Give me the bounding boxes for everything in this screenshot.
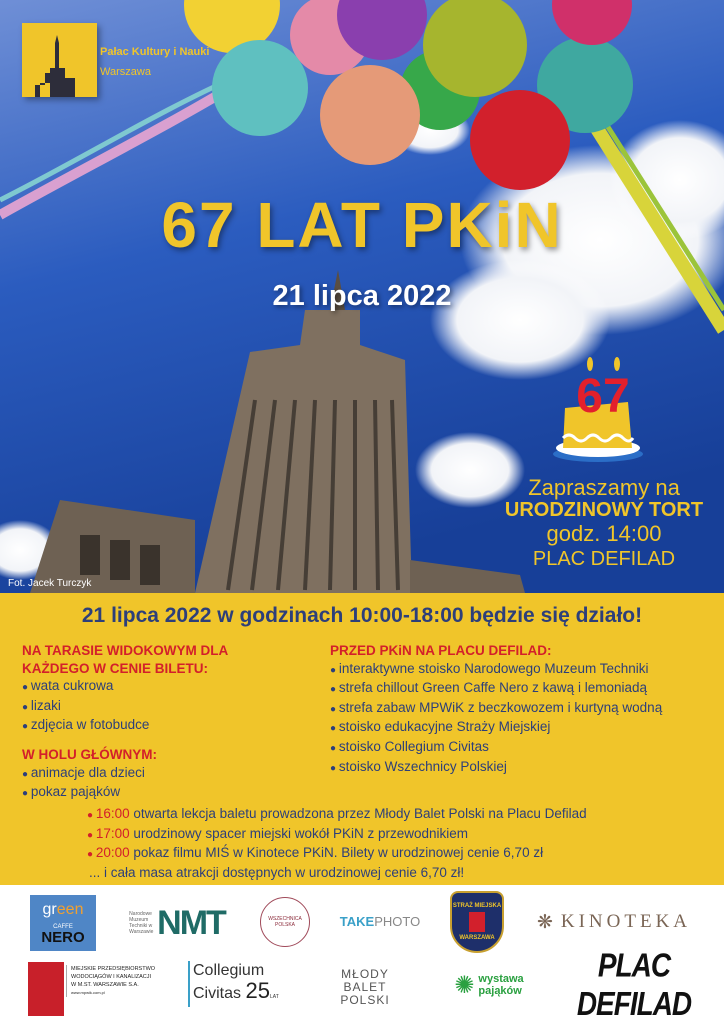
- cake-number: 67: [576, 370, 630, 423]
- schedule-item: ● 20:00 pokaz filmu MIŚ w Kinotece PKiN. Bilety w urodzinowej cenie 6,70 zł: [87, 844, 717, 864]
- schedule-item: ● 16:00 otwarta lekcja baletu prowadzona przez Młody Balet Polski na Placu Defilad: [87, 805, 717, 825]
- kinoteka-logo: ❋ KINOTEKA: [536, 911, 692, 933]
- sponsor-logos: [0, 885, 724, 1024]
- photo-credit: Fot. Jacek Turczyk: [8, 578, 92, 589]
- list-item: ● lizaki: [22, 697, 322, 717]
- nmt-logo: Narodowe Muzeum Techniki w Warszawie NMT: [129, 903, 225, 942]
- list-item: ● strefa chillout Green Caffe Nero z kawą i lemoniadą: [330, 679, 724, 699]
- main-title: 67 LAT PKiN: [161, 189, 563, 261]
- palace-silhouette-icon: [22, 23, 97, 97]
- logo-name: Pałac Kultury i Nauki: [100, 46, 210, 58]
- cake-time: godz. 14:00: [546, 521, 662, 546]
- list-item: ● stoisko edukacyjne Straży Miejskiej: [330, 718, 724, 738]
- mpwik-logo: MIEJSKIE PRZEDSIĘBIORSTWO WODOCIĄGÓW I KANALIZACJI W M.ST. WARSZAWIE S.A. www.mpwik.com.pl: [66, 965, 155, 997]
- hall-heading: W HOLU GŁÓWNYM:: [22, 746, 157, 762]
- wystawa-pajakow-logo: ✺ wystawa pająków: [454, 971, 524, 999]
- list-item: ● strefa zabaw MPWiK z beczkowozem i kurtyną wodną: [330, 699, 724, 719]
- green-caffe-nero-logo: green CAFFE NERO: [30, 895, 96, 951]
- event-date: 21 lipca 2022: [272, 280, 452, 312]
- mlody-balet-polski-logo: MŁODY BALET POLSKI: [340, 966, 390, 1007]
- terrace-heading: NA TARASIE WIDOKOWYM DLA: [22, 643, 229, 658]
- schedule: [87, 805, 717, 881]
- list-item: ● animacje dla dzieci: [22, 764, 322, 784]
- pkin-logo: [22, 23, 97, 97]
- collegium-civitas-logo: Collegium Civitas 25LAT: [188, 961, 279, 1007]
- cake-title: URODZINOWY TORT: [504, 499, 704, 521]
- list-item: ● zdjęcia w fotobudce: [22, 716, 322, 736]
- right-column: [330, 642, 724, 777]
- terrace-heading-2: KAŻDEGO W CENIE BILETU:: [22, 660, 208, 676]
- list-item: ● stoisko Collegium Civitas: [330, 738, 724, 758]
- mpwik-crest-icon: [28, 962, 64, 1016]
- list-item: ● interaktywne stoisko Narodowego Muzeum Techniki: [330, 660, 724, 680]
- plac-defilad-logo: PLAC DEFILAD: [576, 946, 692, 1023]
- cake-place: PLAC DEFILAD: [532, 548, 676, 570]
- schedule-item: ● 17:00 urodzinowy spacer miejski wokół PKiN z przewodnikiem: [87, 825, 717, 845]
- cake-invite: Zapraszamy na: [528, 475, 680, 500]
- plac-heading: PRZED PKiN NA PLACU DEFILAD:: [330, 643, 552, 658]
- takephoto-logo: TAKE PHOTO: [339, 913, 421, 929]
- left-column: [22, 642, 322, 803]
- schedule-footer: ... i cała masa atrakcji dostępnych w urodzinowej cenie 6,70 zł!: [89, 864, 465, 880]
- list-item: ● pokaz pająków: [22, 783, 322, 803]
- program-heading: 21 lipca 2022 w godzinach 10:00-18:00 będzie się działo!: [81, 604, 643, 627]
- straz-miejska-logo: STRAŻ MIEJSKA WARSZAWA: [450, 891, 504, 953]
- wszechnica-logo: WSZECHNICA POLSKA: [260, 897, 310, 947]
- logo-city: Warszawa: [100, 66, 151, 78]
- list-item: ● stoisko Wszechnicy Polskiej: [330, 758, 724, 778]
- list-item: ● wata cukrowa: [22, 677, 322, 697]
